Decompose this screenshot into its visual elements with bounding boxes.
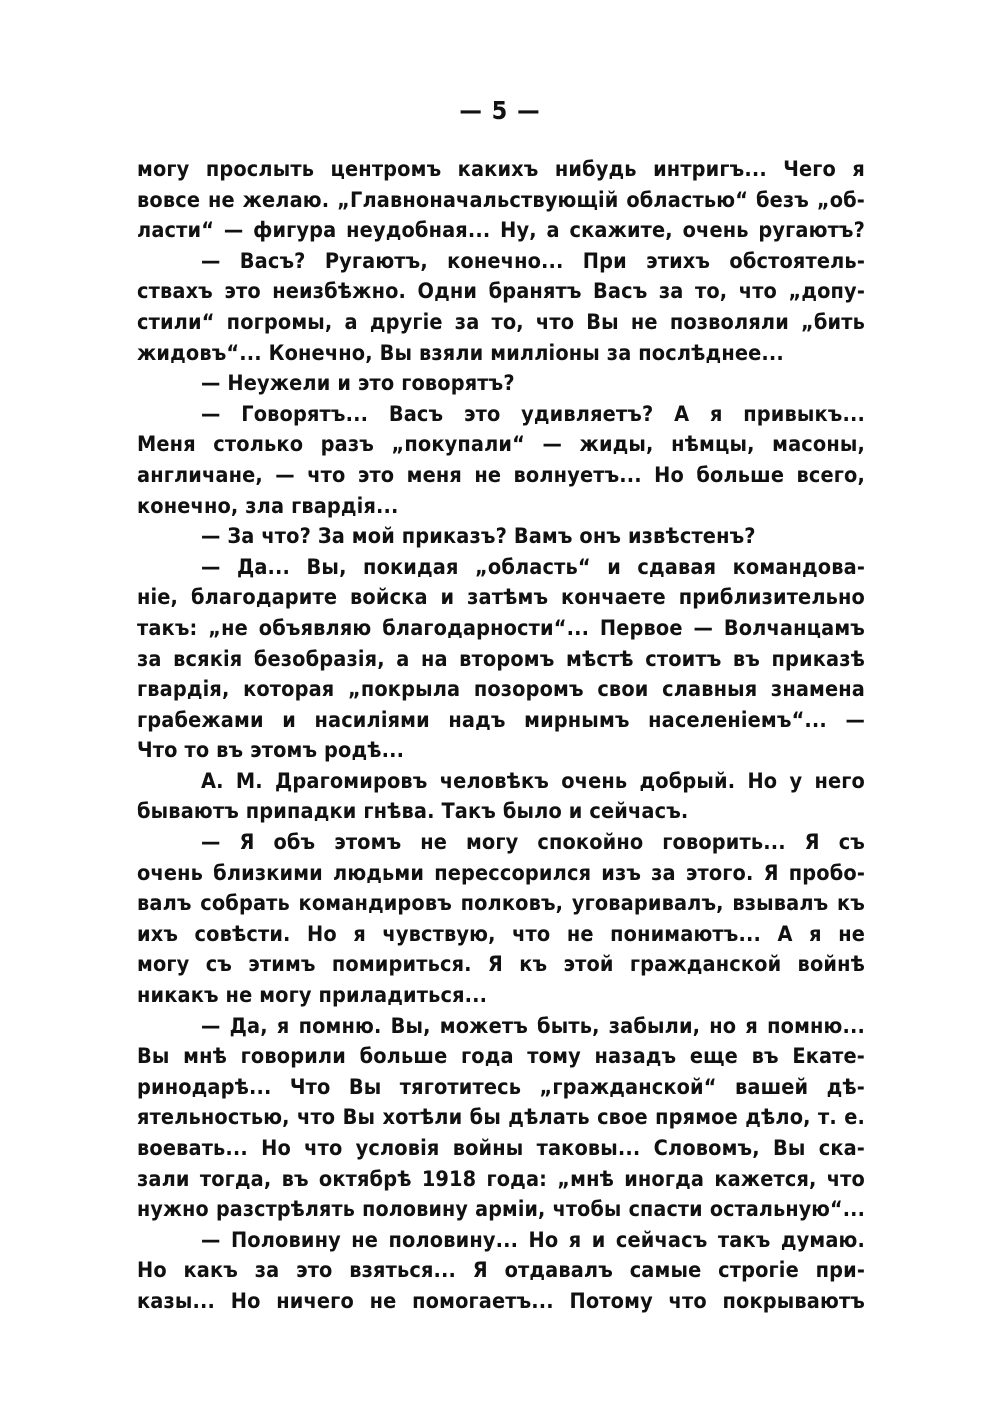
- text-line: стили“ погромы, а другіе за то, что Вы не позволяли „бить: [137, 309, 865, 335]
- text-line: бываютъ припадки гнѣва. Такъ было и сейчасъ.: [137, 799, 689, 825]
- text-line: могу съ этимъ помириться. Я къ этой гражданской войнѣ: [137, 952, 865, 978]
- text-line: А. М. Драгомировъ человѣкъ очень добрый. Но у него: [201, 768, 865, 794]
- text-line: валъ собрать командировъ полковъ, уговаривалъ, взывалъ къ: [137, 891, 865, 917]
- text-line: вовсе не желаю. „Главноначальствующій областью“ безъ „об-: [137, 187, 865, 213]
- text-line: — Да... Вы, покидая „область“ и сдавая командова-: [201, 554, 865, 580]
- text-line: ніе, благодарите войска и затѣмъ кончаете приблизительно: [137, 585, 865, 611]
- text-line: ствахъ это неизбѣжно. Одни бранятъ Васъ за то, что „допу-: [137, 279, 865, 305]
- text-line: казы... Но ничего не помогаетъ... Потому что покрываютъ: [137, 1288, 865, 1314]
- text-line: конечно, зла гвардія...: [137, 493, 399, 519]
- text-line: нужно разстрѣлять половину арміи, чтобы спасти остальную“...: [137, 1197, 865, 1223]
- text-line: зали тогда, въ октябрѣ 1918 года: „мнѣ иногда кажется, что: [137, 1166, 865, 1192]
- text-line: — Я объ этомъ не могу спокойно говорить... Я съ: [201, 830, 865, 856]
- text-line: — Говорятъ... Васъ это удивляетъ? А я привыкъ...: [201, 401, 865, 427]
- text-line: — Неужели и это говорятъ?: [201, 371, 515, 397]
- text-line: ихъ совѣсти. Но я чувствую, что не понимаютъ... А я не: [137, 921, 865, 947]
- text-line: ятельностью, что Вы хотѣли бы дѣлать свое прямое дѣло, т. е.: [137, 1105, 865, 1131]
- text-line: могу прослыть центромъ какихъ нибудь интригъ... Чего я: [137, 157, 865, 182]
- text-line: за всякія безобразія, а на второмъ мѣстѣ стоитъ въ приказѣ: [137, 646, 865, 672]
- text-line: — Васъ? Ругаютъ, конечно... При этихъ обстоятель-: [201, 248, 865, 274]
- text-line: — Половину не половину... Но я и сейчасъ такъ думаю.: [201, 1227, 865, 1253]
- text-line: — За что? За мой приказъ? Вамъ онъ извѣстенъ?: [201, 524, 756, 550]
- text-line: англичане, — что это меня не волнуетъ... Но больше всего,: [137, 462, 865, 488]
- text-line: очень близкими людьми перессорился изъ за этого. Я пробо-: [137, 860, 865, 886]
- text-line: грабежами и насиліями надъ мирнымъ населеніемъ“... —: [137, 707, 865, 733]
- text-line: жидовъ“... Конечно, Вы взяли милліоны за послѣднее...: [137, 340, 784, 366]
- text-line: никакъ не могу приладиться...: [137, 983, 488, 1009]
- text-line: Вы мнѣ говорили больше года тому назадъ еще въ Екате-: [137, 1044, 865, 1070]
- text-line: гвардія, которая „покрыла позоромъ свои славныя знамена: [137, 677, 865, 703]
- text-line: такъ: „не объявляю благодарности“... Первое — Волчанцамъ: [137, 615, 865, 641]
- text-line: Но какъ за это взяться... Я отдавалъ самые строгіе при-: [137, 1258, 865, 1284]
- page-number: — 5 —: [459, 96, 541, 125]
- text-body: [137, 155, 865, 1318]
- text-line: Меня столько разъ „покупали“ — жиды, нѣмцы, масоны,: [137, 432, 865, 458]
- text-line: Что то въ этомъ родѣ...: [137, 738, 405, 764]
- text-line: ринодарѣ... Что Вы тяготитесь „гражданской“ вашей дѣ-: [137, 1074, 865, 1100]
- text-line: — Да, я помню. Вы, можетъ быть, забыли, но я помню...: [201, 1013, 865, 1039]
- text-line: ласти“ — фигура неудобная... Ну, а скажите, очень ругаютъ?: [137, 218, 865, 244]
- text-line: воевать... Но что условія войны таковы... Словомъ, Вы ска-: [137, 1136, 865, 1161]
